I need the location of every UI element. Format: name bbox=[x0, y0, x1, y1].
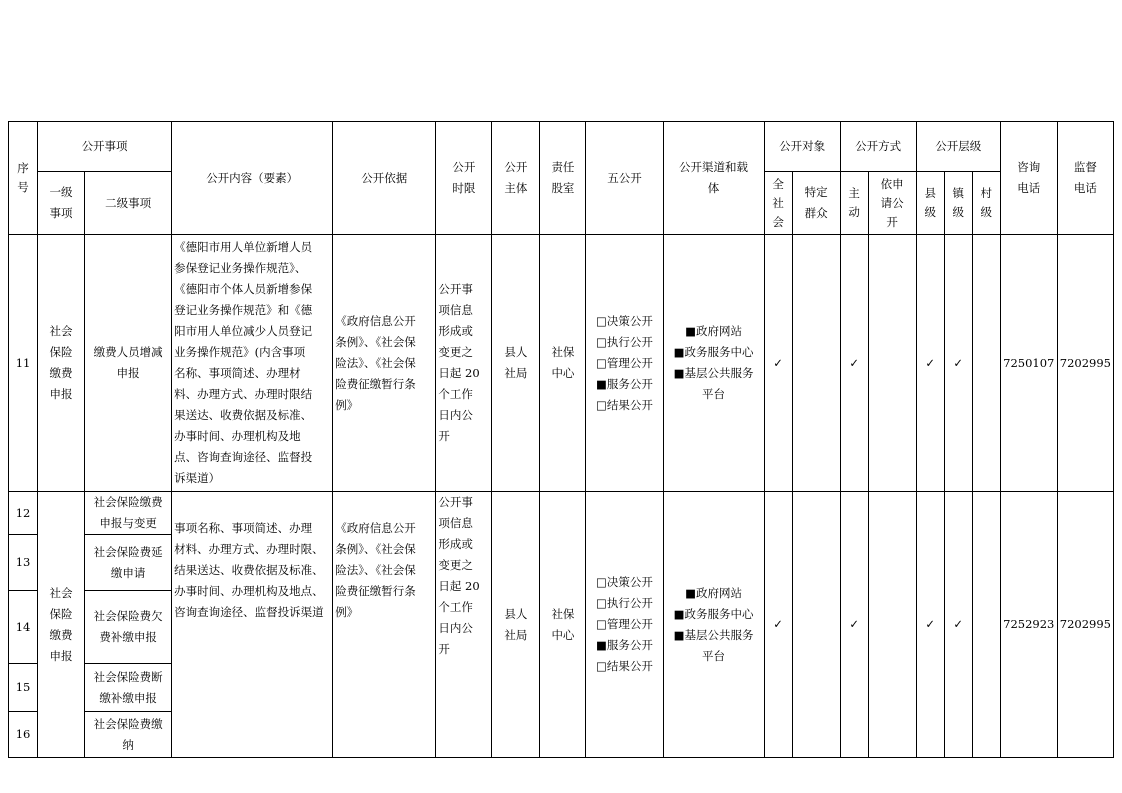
header-level-village: 村 级 bbox=[972, 172, 1000, 235]
row-item-l2: 缴费人员增减 申报 bbox=[85, 235, 172, 492]
header-level-town: 镇 级 bbox=[944, 172, 972, 235]
header-time-limit: 公开 时限 bbox=[436, 122, 492, 235]
row-level-town: ✓ bbox=[944, 235, 972, 492]
row-dept: 社保 中心 bbox=[540, 235, 586, 492]
row-seq: 14 bbox=[9, 591, 38, 664]
row-target-specific bbox=[792, 235, 840, 492]
header-target-specific: 特定 群众 bbox=[792, 172, 840, 235]
group-supervise: 7202995 bbox=[1057, 492, 1113, 758]
row-method-apply bbox=[868, 235, 916, 492]
group-five: □决策公开 □执行公开 □管理公开 ■服务公开 □结果公开 bbox=[586, 492, 663, 758]
row-subject: 县人 社局 bbox=[492, 235, 540, 492]
group-channel: ■政府网站 ■政务服务中心 ■基层公共服务 平台 bbox=[663, 492, 764, 758]
header-method-group: 公开方式 bbox=[840, 122, 916, 172]
header-seq: 序 号 bbox=[9, 122, 38, 235]
row-item-l2: 社会保险缴费 申报与变更 bbox=[85, 492, 172, 535]
row-item-l2: 社会保险费延 缴申请 bbox=[85, 535, 172, 591]
header-dept: 责任 股室 bbox=[540, 122, 586, 235]
header-method-apply: 依申 请公 开 bbox=[868, 172, 916, 235]
row-time-limit: 公开事 项信息 形成或 变更之 日起 20 个工作 日内公 开 bbox=[436, 235, 492, 492]
table-row bbox=[9, 235, 1114, 492]
header-target-all: 全 社 会 bbox=[764, 172, 792, 235]
row-seq: 11 bbox=[9, 235, 38, 492]
header-supervise: 监督 电话 bbox=[1057, 122, 1113, 235]
header-item-l2: 二级事项 bbox=[85, 172, 172, 235]
disclosure-table bbox=[8, 121, 1114, 758]
group-level-county: ✓ bbox=[916, 492, 944, 758]
group-target-all: ✓ bbox=[764, 492, 792, 758]
header-target-group: 公开对象 bbox=[764, 122, 840, 172]
row-item-l2: 社会保险费断 缴补缴申报 bbox=[85, 664, 172, 712]
group-level-village bbox=[972, 492, 1000, 758]
table-row bbox=[9, 492, 1114, 535]
row-level-county: ✓ bbox=[916, 235, 944, 492]
header-content: 公开内容（要素） bbox=[172, 122, 333, 235]
header-consult: 咨询 电话 bbox=[1000, 122, 1057, 235]
row-seq: 12 bbox=[9, 492, 38, 535]
row-target-all: ✓ bbox=[764, 235, 792, 492]
row-basis: 《政府信息公开 条例》、《社会保 险法》、《社会保 险费征缴暂行条 例》 bbox=[333, 235, 436, 492]
row-five: □决策公开 □执行公开 □管理公开 ■服务公开 □结果公开 bbox=[586, 235, 663, 492]
group-time-limit: 公开事 项信息 形成或 变更之 日起 20 个工作 日内公 开 bbox=[436, 492, 492, 758]
header-level-county: 县 级 bbox=[916, 172, 944, 235]
group-method-active: ✓ bbox=[840, 492, 868, 758]
row-seq: 16 bbox=[9, 712, 38, 758]
group-content: 事项名称、事项简述、办理 材料、办理方式、办理时限、 结果送达、收费依据及标准、 办事时间、办理机构及地点、 咨询查询途径、监督投诉渠道 bbox=[172, 492, 333, 758]
group-basis: 《政府信息公开 条例》、《社会保 险法》、《社会保 险费征缴暂行条 例》 bbox=[333, 492, 436, 758]
group-item-l1: 社会 保险 缴费 申报 bbox=[38, 492, 85, 758]
group-level-town: ✓ bbox=[944, 492, 972, 758]
row-item-l1: 社会 保险 缴费 申报 bbox=[38, 235, 85, 492]
row-seq: 13 bbox=[9, 535, 38, 591]
header-channel: 公开渠道和载 体 bbox=[663, 122, 764, 235]
header-five: 五公开 bbox=[586, 122, 663, 235]
header-row-1 bbox=[9, 122, 1114, 172]
header-basis: 公开依据 bbox=[333, 122, 436, 235]
group-target-specific bbox=[792, 492, 840, 758]
row-supervise: 7202995 bbox=[1057, 235, 1113, 492]
group-method-apply bbox=[868, 492, 916, 758]
row-level-village bbox=[972, 235, 1000, 492]
group-consult: 7252923 bbox=[1000, 492, 1057, 758]
row-seq: 15 bbox=[9, 664, 38, 712]
group-dept: 社保 中心 bbox=[540, 492, 586, 758]
row-consult: 7250107 bbox=[1000, 235, 1057, 492]
header-item-group: 公开事项 bbox=[38, 122, 172, 172]
row-method-active: ✓ bbox=[840, 235, 868, 492]
row-channel: ■政府网站 ■政务服务中心 ■基层公共服务 平台 bbox=[663, 235, 764, 492]
row-item-l2: 社会保险费缴 纳 bbox=[85, 712, 172, 758]
row-content: 《德阳市用人单位新增人员 参保登记业务操作规范》、 《德阳市个体人员新增参保 登记业务操作规范》和《德 阳市用人单位减少人员登记 业务操作规范》(内含事项 名称、事项简述、办理材 料、办理方式、办理时限结 果送达、收费依据及标准、 办事时间、办理机构及地 点、咨询查询途径、监督投 诉渠道） bbox=[172, 235, 333, 492]
header-method-active: 主 动 bbox=[840, 172, 868, 235]
header-item-l1: 一级 事项 bbox=[38, 172, 85, 235]
header-subject: 公开 主体 bbox=[492, 122, 540, 235]
row-item-l2: 社会保险费欠 费补缴申报 bbox=[85, 591, 172, 664]
group-subject: 县人 社局 bbox=[492, 492, 540, 758]
header-level-group: 公开层级 bbox=[916, 122, 1000, 172]
